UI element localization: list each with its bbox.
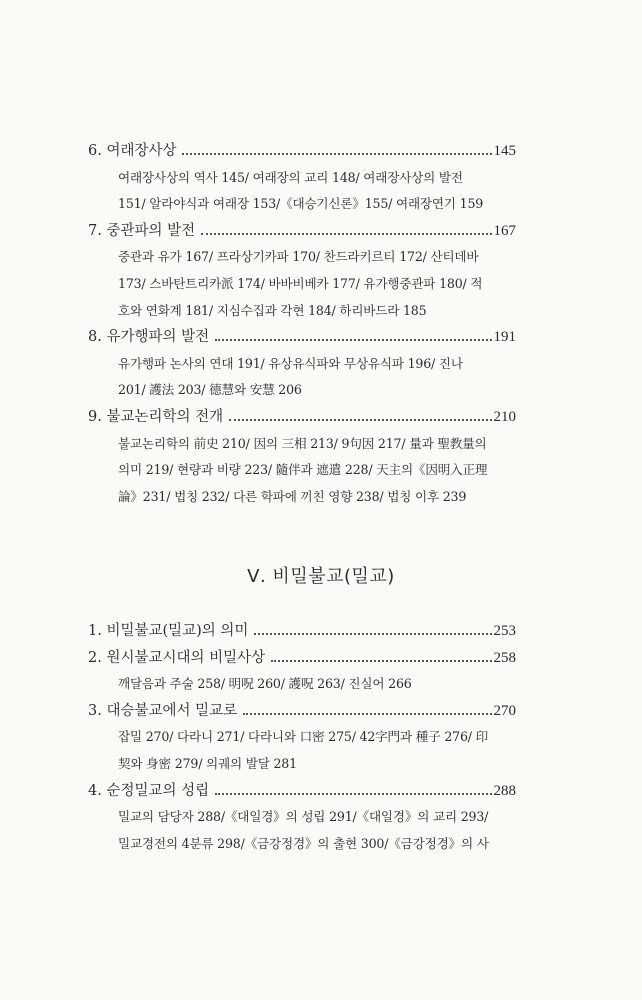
toc-list-upper xyxy=(88,138,516,510)
dot-leader xyxy=(182,153,491,155)
toc-subentries: 論》231/ 법칭 232/ 다른 학파에 끼친 영향 238/ 법칭 이후 239 xyxy=(118,488,467,504)
toc-entry xyxy=(88,138,516,165)
toc-subentries: 밀교의 담당자 288/《대일경》의 성립 291/《대일경》의 교리 293/ xyxy=(118,809,489,825)
toc-entry-page: 270 xyxy=(493,702,516,719)
toc-entry-title: 6. 여래장사상 xyxy=(88,143,177,159)
toc-subentries: 151/ 알라야식과 여래장 153/《대승기신론》155/ 여래장연기 159 xyxy=(118,196,484,212)
toc-subentries: 깨달음과 주술 258/ 明呪 260/ 護呪 263/ 진실어 266 xyxy=(118,676,412,692)
toc-subentries: 잡밀 270/ 다라니 271/ 다라니와 口密 275/ 42字門과 種子 276/ 印 xyxy=(118,729,488,745)
toc-subentries: 契와 身密 279/ 의궤의 발달 281 xyxy=(118,755,297,771)
toc-entry-page: 145 xyxy=(493,143,516,159)
toc-entry-page: 167 xyxy=(493,222,516,239)
toc-entry-title: 3. 대승불교에서 밀교로 xyxy=(88,702,238,719)
toc-list-lower xyxy=(88,618,516,857)
toc-entry xyxy=(88,218,516,245)
toc-subentries: 유가행파 논사의 연대 191/ 유상유식파와 무상유식파 196/ 진나 xyxy=(118,355,463,371)
toc-subentries: 의미 219/ 현량과 비량 223/ 隨伴과 遮遣 228/ 天主의《因明入正理 xyxy=(118,462,488,478)
toc-entry xyxy=(88,404,516,431)
toc-entry-title: 4. 순정밀교의 성립 xyxy=(88,782,210,799)
dot-leader xyxy=(201,233,491,235)
toc-entry-page: 288 xyxy=(493,782,516,799)
dot-leader xyxy=(215,793,491,795)
toc-entry-title: 8. 유가행파의 발전 xyxy=(88,329,210,346)
toc-entry xyxy=(88,645,516,672)
toc-entry xyxy=(88,618,516,645)
toc-subentries: 불교논리학의 前史 210/ 因의 三相 213/ 9句因 217/ 量과 聖教量의 xyxy=(118,435,487,451)
toc-subentries: 밀교경전의 4분류 298/《금강정경》의 출현 300/《금강정경》의 사 xyxy=(118,835,489,851)
toc-subentries: 여래장사상의 역사 145/ 여래장의 교리 148/ 여래장사상의 발전 xyxy=(118,169,463,185)
toc-entry-title: 1. 비밀불교(밀교)의 의미 xyxy=(88,623,249,639)
toc-entry-page: 258 xyxy=(493,649,516,666)
dot-leader xyxy=(229,419,491,421)
dot-leader xyxy=(215,339,491,341)
toc-entry-page: 191 xyxy=(493,329,516,346)
toc-entry-title: 2. 원시불교시대의 비밀사상 xyxy=(88,649,266,666)
toc-entry xyxy=(88,698,516,725)
toc-entry-page: 210 xyxy=(493,408,516,425)
toc-entry-title: 7. 중관파의 발전 xyxy=(88,222,196,239)
toc-entry xyxy=(88,324,516,351)
section-title: Ⅴ. 비밀불교(밀교) xyxy=(247,566,395,587)
toc-entry xyxy=(88,778,516,805)
toc-subentries: 호와 연화계 181/ 지심수집과 각현 184/ 하리바드라 185 xyxy=(118,302,427,318)
toc-entry-title: 9. 불교논리학의 전개 xyxy=(88,408,224,425)
dot-leader xyxy=(254,633,491,635)
toc-subentries: 201/ 護法 203/ 德慧와 安慧 206 xyxy=(118,382,302,398)
toc-entry-page: 253 xyxy=(493,623,516,639)
toc-subentries: 중관과 유가 167/ 프라상기카파 170/ 찬드라키르티 172/ 산티데바 xyxy=(118,249,479,265)
dot-leader xyxy=(271,660,491,662)
dot-leader xyxy=(243,713,491,715)
toc-subentries: 173/ 스바탄트리카派 174/ 바바비베카 177/ 유가행중관파 180/ 적 xyxy=(118,275,483,291)
